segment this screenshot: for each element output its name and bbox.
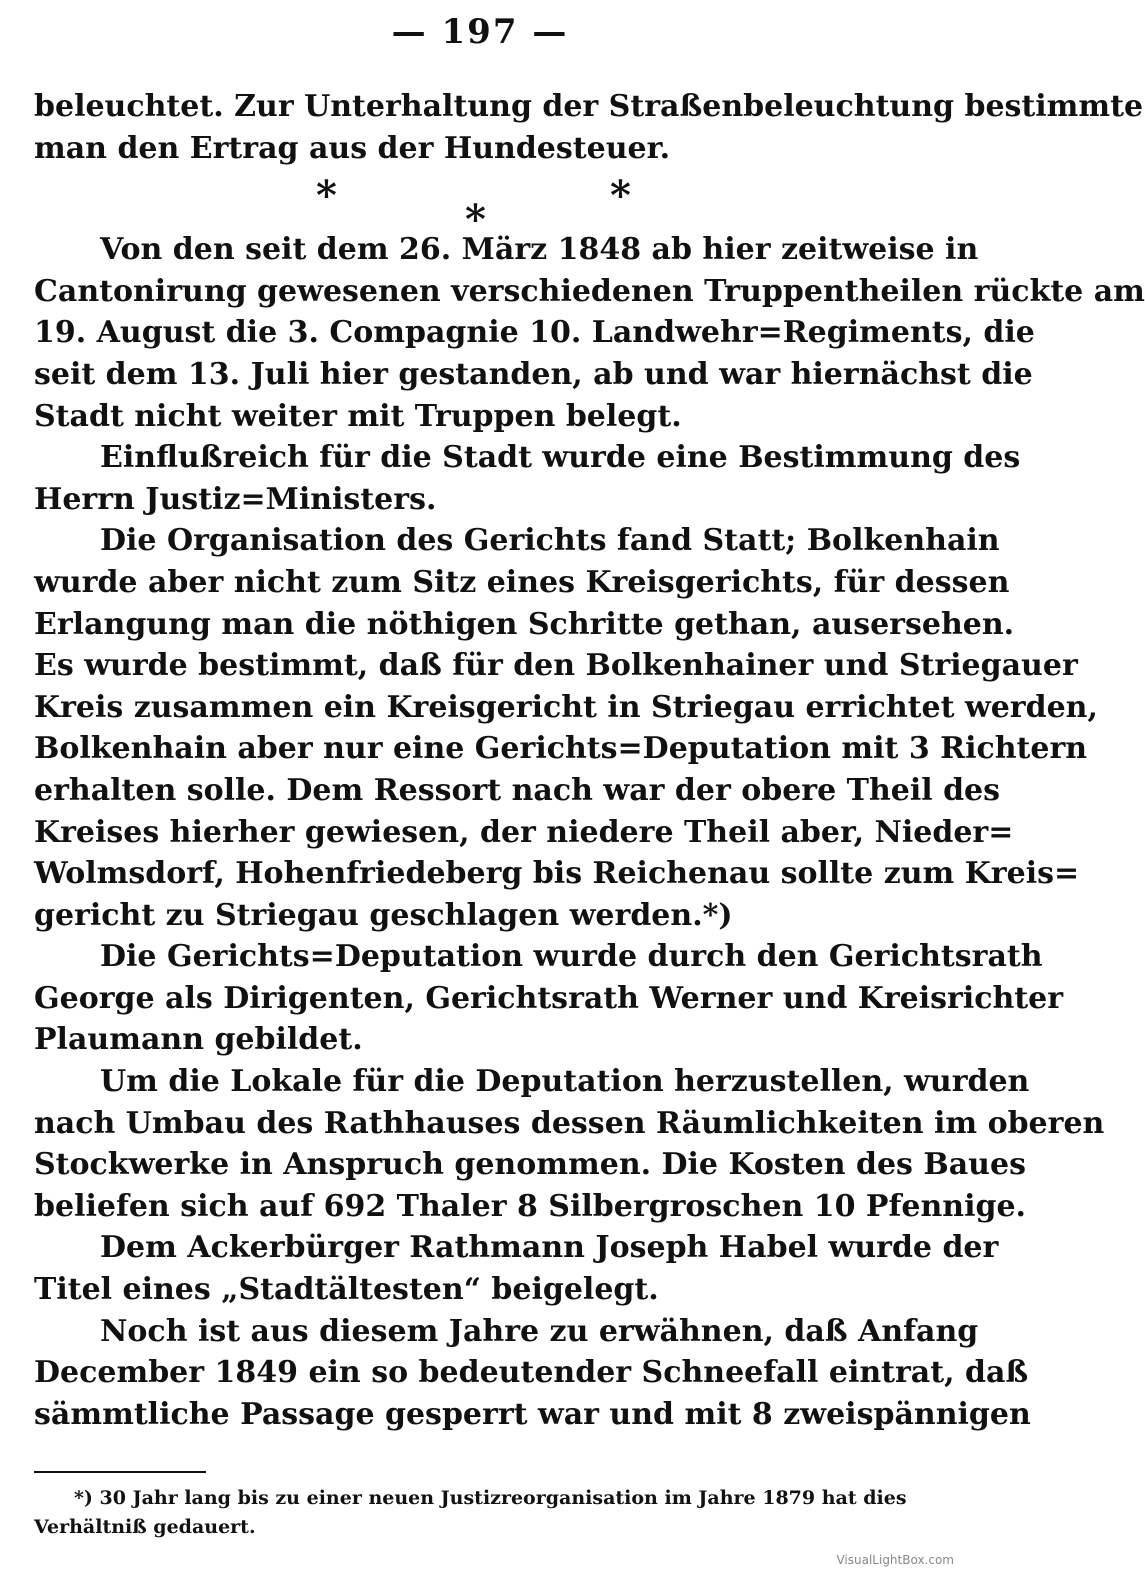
text-line: Von den seit dem 26. März 1848 ab hier zeitweise in <box>100 232 979 268</box>
text-line: Wolmsdorf, Hohenfriedeberg bis Reichenau sollte zum Kreis= <box>34 856 1080 892</box>
text-line: Die Gerichts=Deputation wurde durch den Gerichtsrath <box>100 939 1043 975</box>
text-line: man den Ertrag aus der Hundesteuer. <box>34 130 671 166</box>
asterisk: * <box>316 172 337 219</box>
text-line: Stockwerke in Anspruch genommen. Die Kosten des Baues <box>34 1147 1026 1183</box>
text-line: Titel eines „Stadtältesten“ beigelegt. <box>34 1272 659 1308</box>
footnote-rule <box>34 1471 206 1473</box>
page-number: — 197 — <box>391 12 569 52</box>
asterisk: * <box>465 196 486 243</box>
watermark: VisualLightBox.com <box>836 1553 954 1567</box>
text-line: Um die Lokale für die Deputation herzustellen, wurden <box>100 1064 1030 1100</box>
text-line: seit dem 13. Juli hier gestanden, ab und war hiernächst die <box>34 356 1033 392</box>
asterisk: * <box>610 172 631 219</box>
text-line: gericht zu Striegau geschlagen werden.*) <box>34 897 733 933</box>
text-line: Kreises hierher gewiesen, der niedere Theil aber, Nieder= <box>34 814 1014 850</box>
text-line: beleuchtet. Zur Unterhaltung der Straßenbeleuchtung bestimmte <box>34 89 1144 124</box>
text-line: Cantonirung gewesenen verschiedenen Truppentheilen rückte am <box>34 273 1145 309</box>
text-line: Kreis zusammen ein Kreisgericht in Striegau errichtet werden, <box>34 689 1098 725</box>
text-line: Bolkenhain aber nur eine Gerichts=Deputation mit 3 Richtern <box>34 731 1088 767</box>
body-text <box>34 86 1145 1435</box>
text-line: nach Umbau des Rathhauses dessen Räumlichkeiten im oberen <box>34 1105 1105 1141</box>
text-line: Stadt nicht weiter mit Truppen belegt. <box>34 398 682 434</box>
text-line: George als Dirigenten, Gerichtsrath Werner und Kreisrichter <box>34 980 1064 1016</box>
text-line: erhalten solle. Dem Ressort nach war der obere Theil des <box>34 772 1001 808</box>
text-line: Herrn Justiz=Ministers. <box>34 481 437 517</box>
text-line: Dem Ackerbürger Rathmann Joseph Habel wurde der <box>100 1230 999 1266</box>
text-line: beliefen sich auf 692 Thaler 8 Silbergroschen 10 Pfennige. <box>34 1188 1026 1224</box>
text-line: wurde aber nicht zum Sitz eines Kreisgerichts, für dessen <box>34 564 1010 600</box>
text-line: Die Organisation des Gerichts fand Statt; Bolkenhain <box>100 523 1000 559</box>
footnote <box>34 1484 906 1542</box>
footnote-line: *) 30 Jahr lang bis zu einer neuen Justizreorganisation im Jahre 1879 hat dies <box>74 1487 907 1509</box>
text-line: Erlangung man die nöthigen Schritte gethan, ausersehen. <box>34 606 1015 642</box>
text-line: December 1849 ein so bedeutender Schneefall eintrat, daß <box>34 1355 1029 1391</box>
text-line: Es wurde bestimmt, daß für den Bolkenhainer und Striegauer <box>34 648 1078 684</box>
text-line: sämmtliche Passage gesperrt war und mit 8 zweispännigen <box>34 1396 1031 1432</box>
text-line: Plaumann gebildet. <box>34 1022 363 1058</box>
text-line: Noch ist aus diesem Jahre zu erwähnen, daß Anfang <box>100 1313 979 1349</box>
text-line: 19. August die 3. Compagnie 10. Landwehr=Regiments, die <box>34 315 1035 351</box>
footnote-line: Verhältniß gedauert. <box>34 1516 256 1538</box>
text-line: Einflußreich für die Stadt wurde eine Bestimmung des <box>100 440 1021 476</box>
